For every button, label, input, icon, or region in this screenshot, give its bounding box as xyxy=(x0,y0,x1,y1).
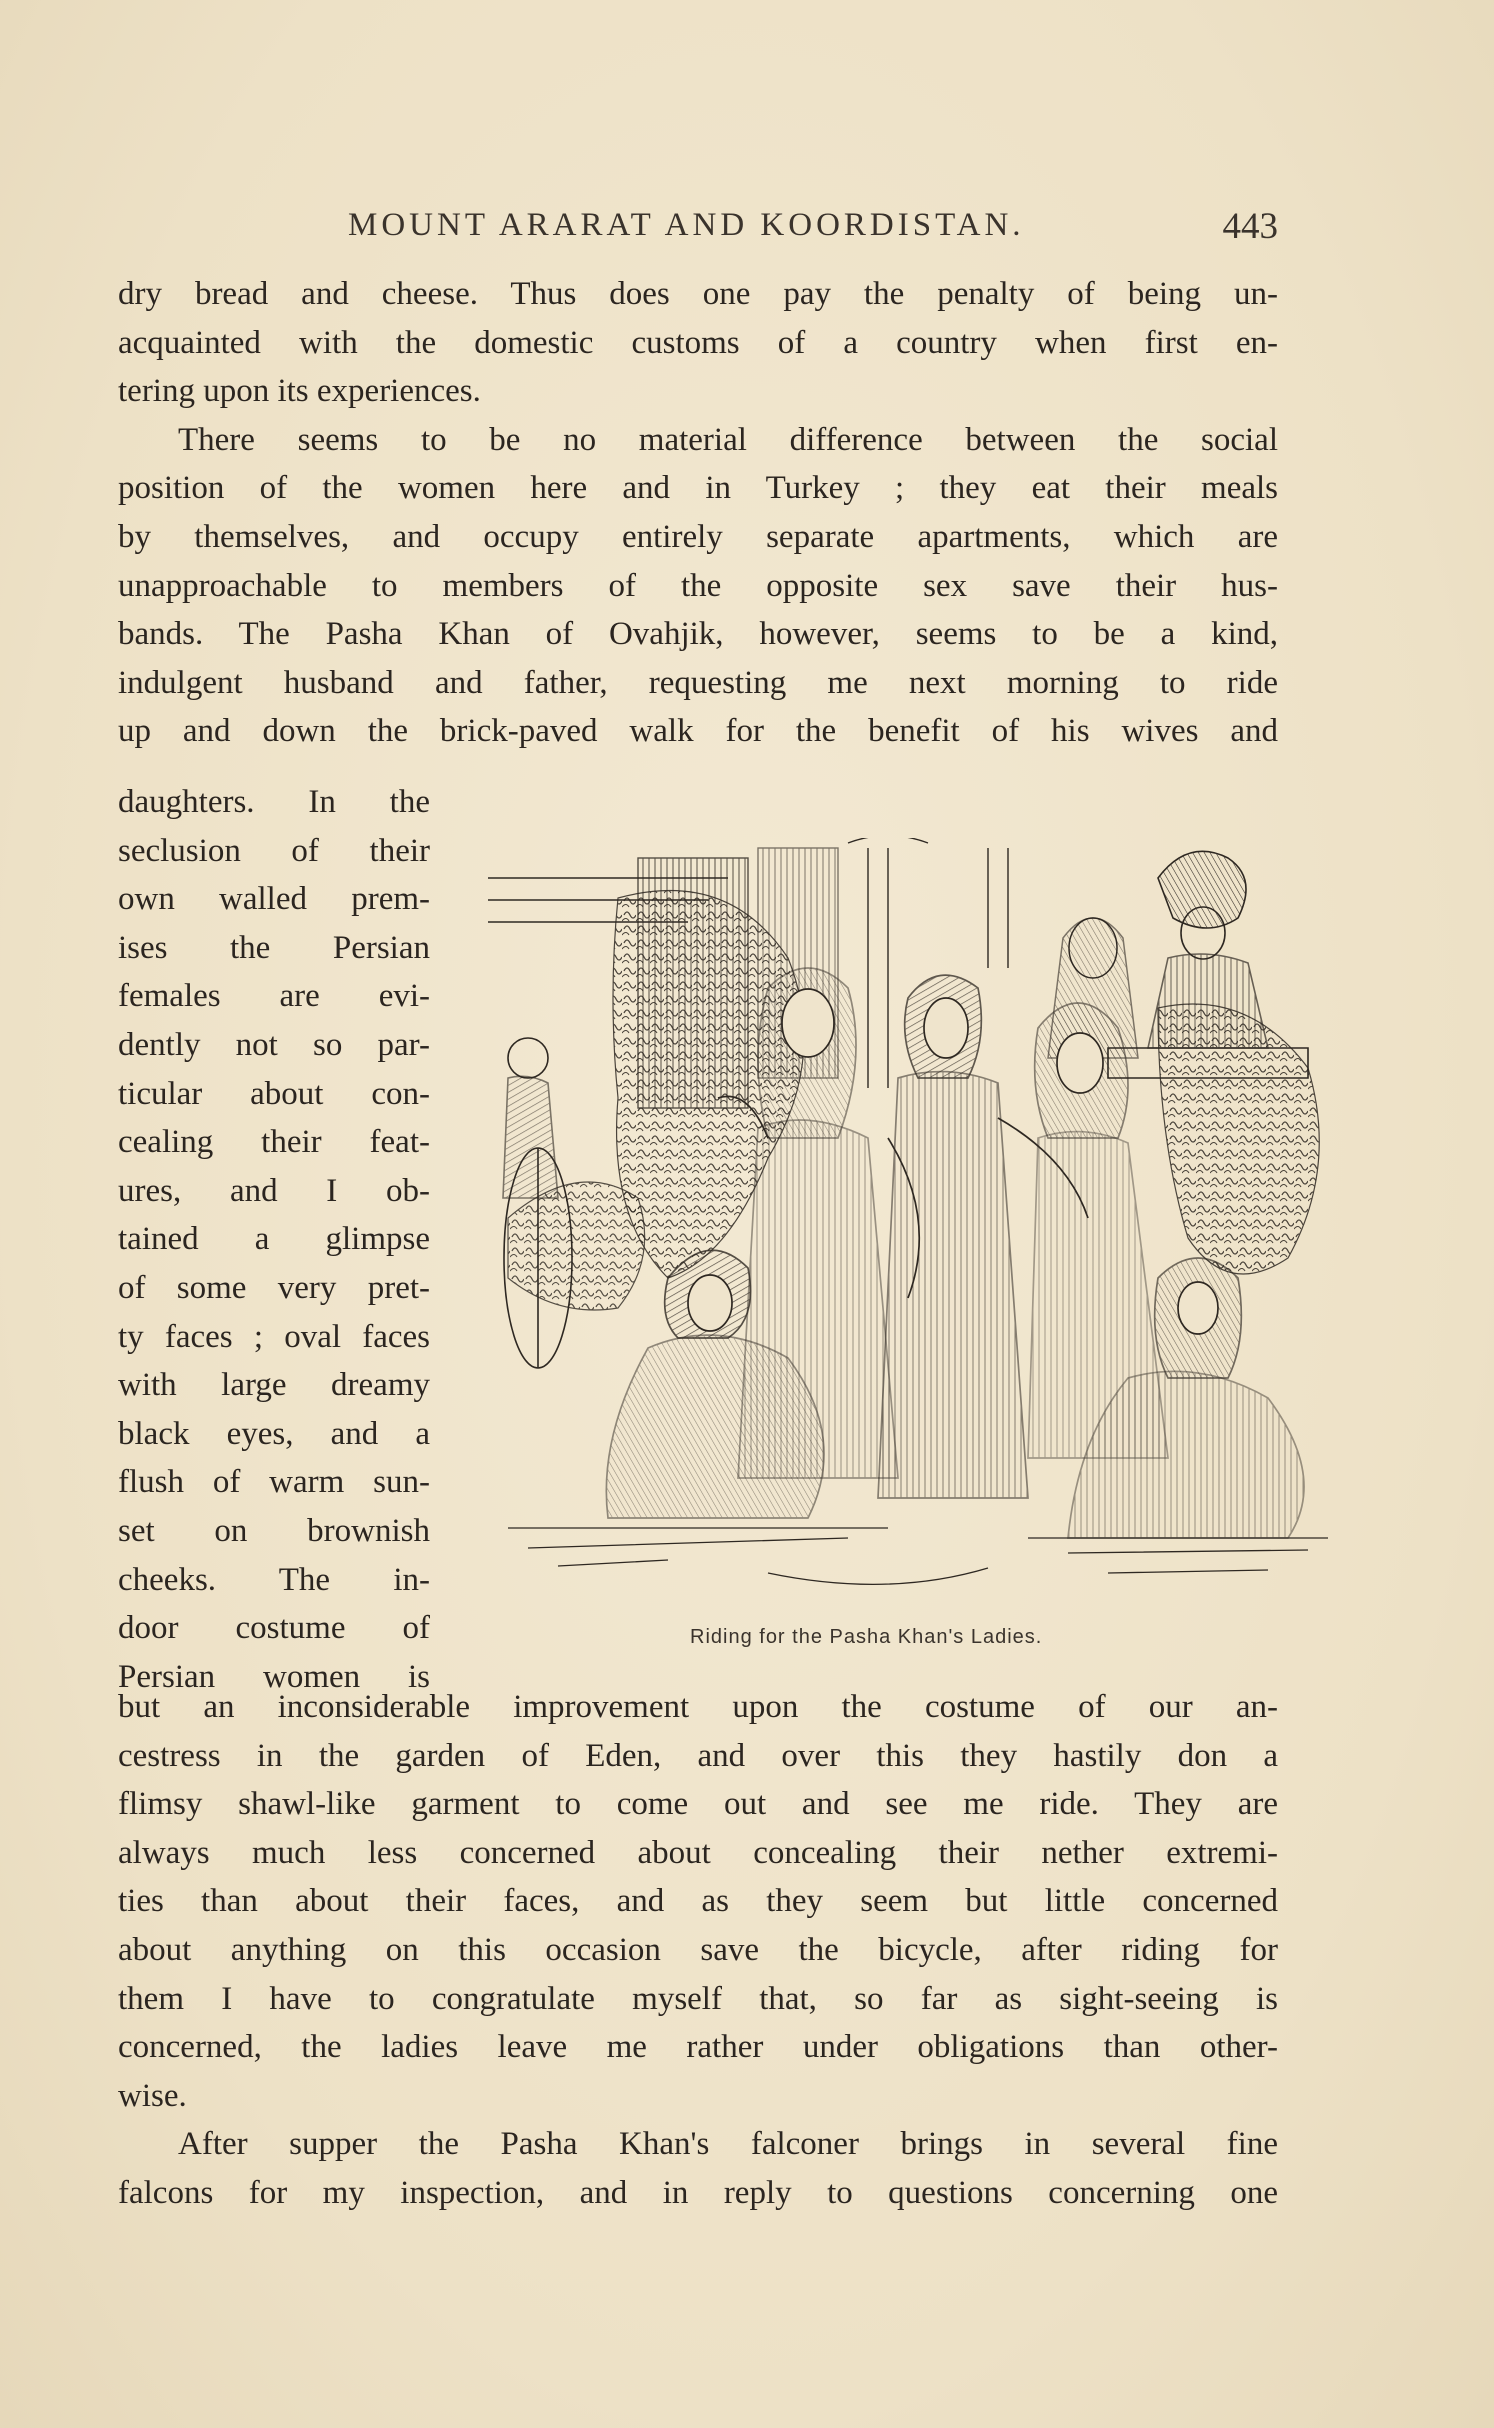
text-line: dently not so par- xyxy=(118,1026,430,1063)
text-line: of some very pret- xyxy=(118,1269,430,1306)
text-line: seclusion of their xyxy=(118,832,430,869)
text-line: After supper the Pasha Khan's falconer brings in several fine xyxy=(178,2126,1278,2163)
body-text-top xyxy=(118,270,1278,756)
text-line: daughters. In the xyxy=(118,784,430,820)
text-line: always much less concerned about concealing their nether extremi- xyxy=(118,1834,1278,1871)
engraving-drawing xyxy=(468,838,1348,1608)
text-line: black eyes, and a xyxy=(118,1415,430,1452)
body-text-bottom xyxy=(118,1683,1278,2218)
text-line: females are evi- xyxy=(118,978,430,1015)
page-number: 443 xyxy=(1222,206,1278,247)
text-line: ties than about their faces, and as they seem but little concerned xyxy=(118,1883,1278,1920)
text-line: ticular about con- xyxy=(118,1075,430,1112)
text-line: concerned, the ladies leave me rather under obligations than other- xyxy=(118,2029,1278,2066)
text-line: ures, and I ob- xyxy=(118,1172,430,1209)
figure-caption: Riding for the Pasha Khan's Ladies. xyxy=(690,1626,1043,1648)
text-line: up and down the brick-paved walk for the benefit of his wives and xyxy=(118,713,1278,750)
text-line: unapproachable to members of the opposite sex save their hus- xyxy=(118,567,1278,604)
text-line: tained a glimpse xyxy=(118,1221,430,1258)
text-line: There seems to be no material difference between the social xyxy=(178,421,1278,458)
page-header xyxy=(118,205,1278,255)
text-line: position of the women here and in Turkey ; they eat their meals xyxy=(118,470,1278,507)
text-line: indulgent husband and father, requesting me next morning to ride xyxy=(118,664,1278,701)
text-line: ty faces ; oval faces xyxy=(118,1318,430,1355)
text-line: about anything on this occasion save the bicycle, after riding for xyxy=(118,1931,1278,1968)
text-line: cheeks. The in- xyxy=(118,1561,430,1598)
text-line: ises the Persian xyxy=(118,929,430,966)
body-text-side-column xyxy=(118,778,430,1701)
text-line: set on brownish xyxy=(118,1512,430,1549)
text-line: tering upon its experiences. xyxy=(118,373,481,410)
text-line: them I have to congratulate myself that, so far as sight-seeing is xyxy=(118,1980,1278,2017)
text-line: acquainted with the domestic customs of a country when first en- xyxy=(118,324,1278,361)
text-line: but an inconsiderable improvement upon the costume of our an- xyxy=(118,1689,1278,1725)
text-line: with large dreamy xyxy=(118,1367,430,1404)
text-line: falcons for my inspection, and in reply to questions concerning one xyxy=(118,2174,1278,2211)
text-line: bands. The Pasha Khan of Ovahjik, however, seems to be a kind, xyxy=(118,616,1278,653)
text-line: Persian women is xyxy=(118,1658,430,1695)
text-line: flush of warm sun- xyxy=(118,1464,430,1501)
running-head: MOUNT ARARAT AND KOORDISTAN. xyxy=(348,207,1025,243)
text-line: door costume of xyxy=(118,1610,430,1647)
text-line: flimsy shawl-like garment to come out and see me ride. They are xyxy=(118,1786,1278,1823)
text-line: dry bread and cheese. Thus does one pay the penalty of being un- xyxy=(118,276,1278,312)
engraving-illustration xyxy=(468,838,1348,1608)
text-line: by themselves, and occupy entirely separate apartments, which are xyxy=(118,518,1278,555)
text-line: cestress in the garden of Eden, and over this they hastily don a xyxy=(118,1737,1278,1774)
text-line: cealing their feat- xyxy=(118,1124,430,1161)
text-line: wise. xyxy=(118,2077,187,2114)
text-line: own walled prem- xyxy=(118,881,430,918)
